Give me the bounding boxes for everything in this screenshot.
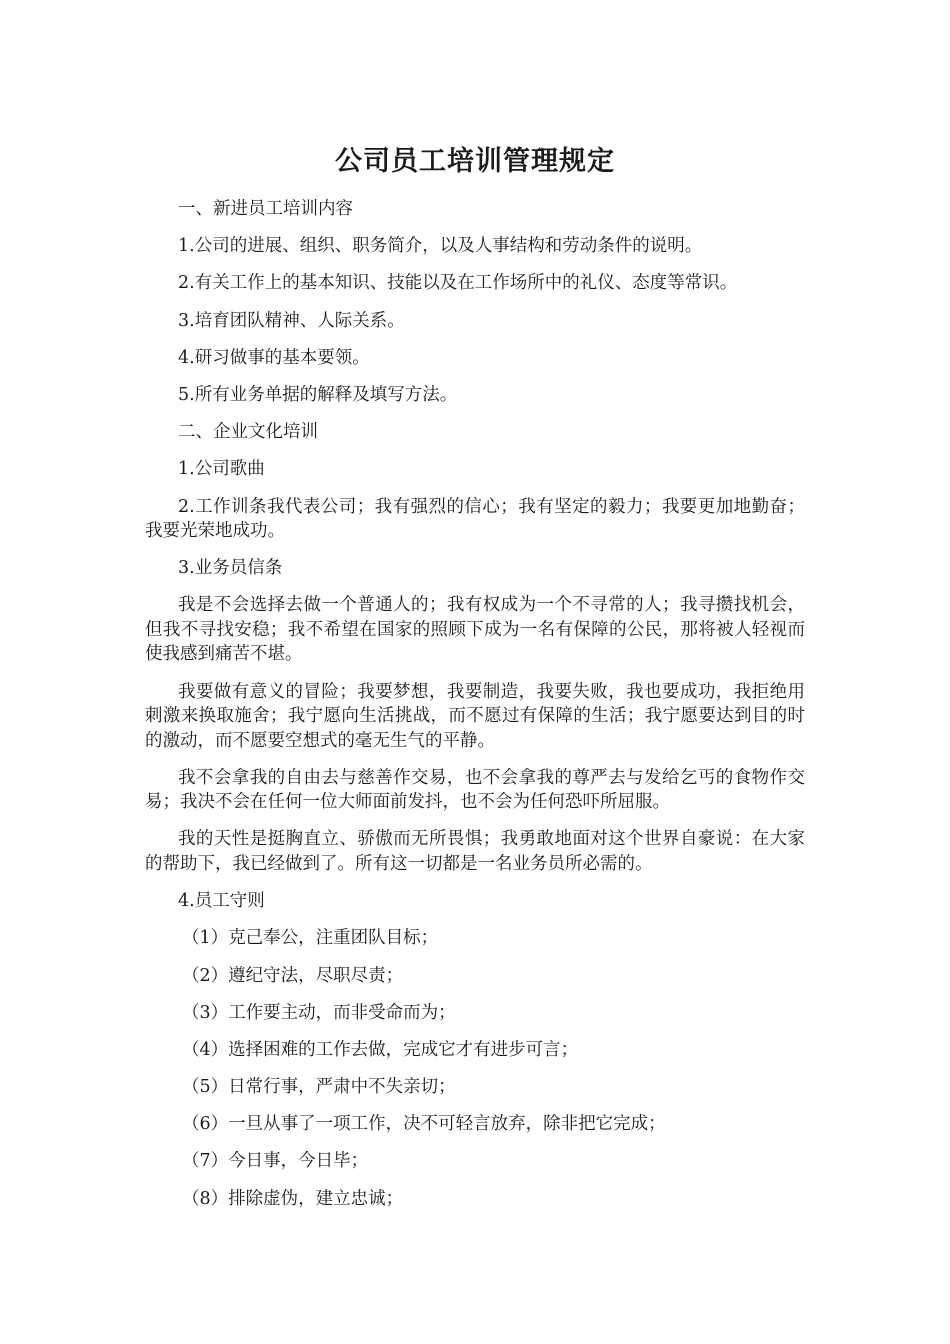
list-item: （2）遵纪守法，尽职尽责； bbox=[182, 965, 404, 986]
paragraph: 我不会拿我的自由去与慈善作交易，也不会拿我的尊严去与发给乞丐的食物作交易；我决不会在任何一位大师面前发抖，也不会为任何恐吓所屈服。 bbox=[145, 767, 805, 813]
paragraph: 4.员工守则 bbox=[178, 891, 265, 912]
document-title: 公司员工培训管理规定 bbox=[335, 146, 615, 177]
section-heading: 二、企业文化培训 bbox=[178, 422, 318, 443]
paragraph: 3.培育团队精神、人际关系。 bbox=[178, 310, 405, 331]
list-item: （3）工作要主动，而非受命而为； bbox=[182, 1002, 456, 1023]
paragraph: 4.研习做事的基本要领。 bbox=[178, 347, 370, 368]
list-item: （5）日常行事，严肃中不失亲切； bbox=[182, 1077, 456, 1098]
list-item: （6）一旦从事了一项工作，决不可轻言放弃，除非把它完成； bbox=[182, 1114, 666, 1135]
paragraph: 1.公司的进展、组织、职务简介，以及人事结构和劳动条件的说明。 bbox=[178, 236, 703, 257]
section-heading: 一、新进员工培训内容 bbox=[178, 199, 353, 219]
paragraph: 1.公司歌曲 bbox=[178, 459, 265, 480]
paragraph: 我是不会选择去做一个普通人的；我有权成为一个不寻常的人；我寻攒找机会，但我不寻找安稳；我不希望在国家的照顾下成为一名有保障的公民，那将被人轻视而使我感到痛苦不堪。 bbox=[145, 595, 805, 665]
list-item: （4）选择困难的工作去做，完成它才有进步可言； bbox=[182, 1039, 579, 1060]
paragraph: 3.业务员信条 bbox=[178, 558, 283, 579]
paragraph: 2.有关工作上的基本知识、技能以及在工作场所中的礼仪、态度等常识。 bbox=[178, 273, 738, 294]
paragraph: 我要做有意义的冒险；我要梦想，我要制造，我要失败，我也要成功，我拒绝用刺激来换取施舍；我宁愿向生活挑战，而不愿过有保障的生活；我宁愿要达到目的时的激动，而不愿要空想式的毫无生气的平静。 bbox=[145, 681, 805, 751]
document-body bbox=[145, 197, 805, 1211]
paragraph: 2.工作训条我代表公司；我有强烈的信心；我有坚定的毅力；我要更加地勤奋；我要光荣地成功。 bbox=[145, 496, 805, 541]
list-item: （1）克己奉公，注重团队目标； bbox=[182, 928, 439, 949]
paragraph: 5.所有业务单据的解释及填写方法。 bbox=[178, 384, 458, 405]
list-item: （7）今日事，今日毕； bbox=[182, 1151, 369, 1172]
paragraph: 我的天性是挺胸直立、骄傲而无所畏惧；我勇敢地面对这个世界自豪说：在大家的帮助下，我已经做到了。所有这一切都是一名业务员所必需的。 bbox=[145, 829, 805, 874]
list-item: （8）排除虚伪，建立忠诚； bbox=[182, 1188, 404, 1209]
